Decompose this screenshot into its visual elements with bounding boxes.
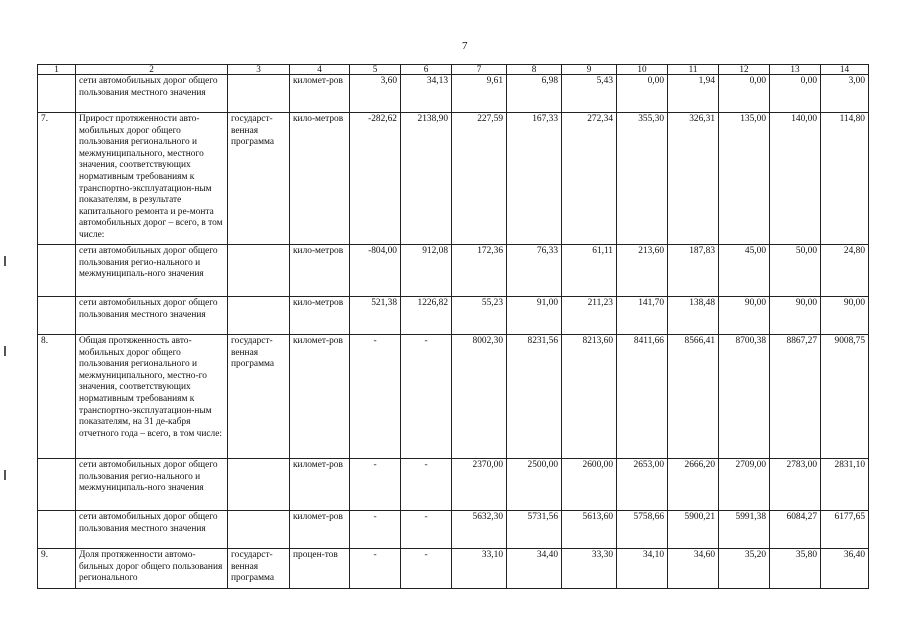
value-cell: 140,00: [770, 113, 821, 245]
table-row: [38, 297, 869, 335]
binding-margin-mark: [4, 346, 6, 356]
value-cell: 355,30: [617, 113, 668, 245]
value-cell: 55,23: [452, 297, 507, 335]
value-cell: 8566,41: [668, 335, 719, 459]
page-number: 7: [462, 40, 468, 52]
table-row: [38, 549, 869, 589]
value-cell: 5613,60: [562, 511, 617, 549]
column-header: 4: [290, 65, 350, 75]
indicator-name-cell: сети автомобильных дорог общего пользования местного значения: [76, 511, 228, 549]
source-document-cell: государст-венная программа: [228, 113, 290, 245]
value-cell: 1226,82: [401, 297, 452, 335]
value-cell: 24,80: [821, 245, 869, 297]
indicator-name-cell: сети автомобильных дорог общего пользования местного значения: [76, 75, 228, 113]
value-cell: -: [401, 549, 452, 589]
unit-cell: кило-метров: [290, 113, 350, 245]
value-cell: 6,98: [507, 75, 562, 113]
value-cell: 2709,00: [719, 459, 770, 511]
value-cell: 50,00: [770, 245, 821, 297]
value-cell: 5731,56: [507, 511, 562, 549]
row-number-cell: [38, 459, 76, 511]
column-header: 9: [562, 65, 617, 75]
value-cell: 187,83: [668, 245, 719, 297]
column-header: 3: [228, 65, 290, 75]
value-cell: -: [350, 549, 401, 589]
value-cell: 172,36: [452, 245, 507, 297]
value-cell: 2138,90: [401, 113, 452, 245]
value-cell: 76,33: [507, 245, 562, 297]
row-number-cell: [38, 511, 76, 549]
value-cell: 8002,30: [452, 335, 507, 459]
value-cell: 2500,00: [507, 459, 562, 511]
value-cell: -804,00: [350, 245, 401, 297]
row-number-cell: 8.: [38, 335, 76, 459]
column-header: 2: [76, 65, 228, 75]
table-row: [38, 459, 869, 511]
value-cell: 90,00: [821, 297, 869, 335]
column-header: 5: [350, 65, 401, 75]
indicators-table: [37, 64, 869, 589]
value-cell: 1,94: [668, 75, 719, 113]
value-cell: 91,00: [507, 297, 562, 335]
row-number-cell: [38, 245, 76, 297]
row-number-cell: [38, 75, 76, 113]
value-cell: 0,00: [719, 75, 770, 113]
unit-cell: километ-ров: [290, 459, 350, 511]
value-cell: 135,00: [719, 113, 770, 245]
column-header: 1: [38, 65, 76, 75]
value-cell: 33,30: [562, 549, 617, 589]
column-header: 11: [668, 65, 719, 75]
value-cell: 8867,27: [770, 335, 821, 459]
unit-cell: километ-ров: [290, 75, 350, 113]
column-header: 13: [770, 65, 821, 75]
unit-cell: километ-ров: [290, 511, 350, 549]
source-document-cell: [228, 245, 290, 297]
value-cell: -: [401, 335, 452, 459]
value-cell: 34,40: [507, 549, 562, 589]
row-number-cell: [38, 297, 76, 335]
value-cell: 8213,60: [562, 335, 617, 459]
column-header: 6: [401, 65, 452, 75]
unit-cell: процен-тов: [290, 549, 350, 589]
source-document-cell: [228, 297, 290, 335]
value-cell: 35,20: [719, 549, 770, 589]
value-cell: -: [350, 335, 401, 459]
value-cell: 35,80: [770, 549, 821, 589]
value-cell: 5,43: [562, 75, 617, 113]
value-cell: 34,10: [617, 549, 668, 589]
header-row: [38, 65, 869, 75]
value-cell: 34,13: [401, 75, 452, 113]
value-cell: -: [350, 459, 401, 511]
indicator-name-cell: Прирост протяженности авто-мобильных дорог общего пользования регионального и межмуниципального, местного значения, соответствующих нормативным требованиям к транспортно-эксплуатацион-ным показателям, в результате капитального ремонта и ре-монта автомобильных дорог – всего, в том числе:: [76, 113, 228, 245]
value-cell: -282,62: [350, 113, 401, 245]
value-cell: -: [401, 511, 452, 549]
value-cell: 33,10: [452, 549, 507, 589]
table-row: [38, 245, 869, 297]
value-cell: 6084,27: [770, 511, 821, 549]
column-header: 7: [452, 65, 507, 75]
value-cell: 5900,21: [668, 511, 719, 549]
value-cell: 3,00: [821, 75, 869, 113]
source-document-cell: [228, 459, 290, 511]
column-header: 10: [617, 65, 668, 75]
binding-margin-mark: [4, 256, 6, 266]
indicator-name-cell: сети автомобильных дорог общего пользования регио-нального и межмуниципаль-ного значения: [76, 459, 228, 511]
table-row: [38, 511, 869, 549]
value-cell: -: [401, 459, 452, 511]
value-cell: 0,00: [617, 75, 668, 113]
value-cell: 912,08: [401, 245, 452, 297]
value-cell: 5991,38: [719, 511, 770, 549]
value-cell: 90,00: [719, 297, 770, 335]
value-cell: 326,31: [668, 113, 719, 245]
source-document-cell: государст-венная программа: [228, 549, 290, 589]
indicator-name-cell: Доля протяженности автомо-бильных дорог общего пользования регионального: [76, 549, 228, 589]
indicator-name-cell: сети автомобильных дорог общего пользования регио-нального и межмуниципаль-ного значения: [76, 245, 228, 297]
indicator-name-cell: Общая протяженность авто-мобильных дорог общего пользования регионального и межмуниципального, местно-го значения, соответствующих нормативным требованиям к транспортно-эксплуатацион-ным показателям, на 31 де-кабря отчетного года – всего, в том числе:: [76, 335, 228, 459]
value-cell: 211,23: [562, 297, 617, 335]
indicator-name-cell: сети автомобильных дорог общего пользования местного значения: [76, 297, 228, 335]
value-cell: 227,59: [452, 113, 507, 245]
value-cell: 45,00: [719, 245, 770, 297]
column-header: 14: [821, 65, 869, 75]
value-cell: 90,00: [770, 297, 821, 335]
value-cell: 2666,20: [668, 459, 719, 511]
value-cell: 5758,66: [617, 511, 668, 549]
value-cell: 2831,10: [821, 459, 869, 511]
table-row: [38, 113, 869, 245]
column-header: 12: [719, 65, 770, 75]
value-cell: 167,33: [507, 113, 562, 245]
value-cell: 141,70: [617, 297, 668, 335]
value-cell: 36,40: [821, 549, 869, 589]
unit-cell: кило-метров: [290, 297, 350, 335]
row-number-cell: 9.: [38, 549, 76, 589]
value-cell: 0,00: [770, 75, 821, 113]
source-document-cell: государст-венная программа: [228, 335, 290, 459]
value-cell: 521,38: [350, 297, 401, 335]
value-cell: 138,48: [668, 297, 719, 335]
value-cell: 61,11: [562, 245, 617, 297]
value-cell: 272,34: [562, 113, 617, 245]
value-cell: 2370,00: [452, 459, 507, 511]
value-cell: 2600,00: [562, 459, 617, 511]
value-cell: 8411,66: [617, 335, 668, 459]
binding-margin-mark: [4, 470, 6, 480]
value-cell: 2783,00: [770, 459, 821, 511]
value-cell: 9008,75: [821, 335, 869, 459]
value-cell: 3,60: [350, 75, 401, 113]
value-cell: -: [350, 511, 401, 549]
table-row: [38, 75, 869, 113]
value-cell: 213,60: [617, 245, 668, 297]
column-header: 8: [507, 65, 562, 75]
value-cell: 5632,30: [452, 511, 507, 549]
source-document-cell: [228, 511, 290, 549]
value-cell: 2653,00: [617, 459, 668, 511]
value-cell: 9,61: [452, 75, 507, 113]
value-cell: 6177,65: [821, 511, 869, 549]
source-document-cell: [228, 75, 290, 113]
value-cell: 34,60: [668, 549, 719, 589]
unit-cell: кило-метров: [290, 245, 350, 297]
value-cell: 114,80: [821, 113, 869, 245]
value-cell: 8700,38: [719, 335, 770, 459]
unit-cell: километ-ров: [290, 335, 350, 459]
row-number-cell: 7.: [38, 113, 76, 245]
table-row: [38, 335, 869, 459]
value-cell: 8231,56: [507, 335, 562, 459]
